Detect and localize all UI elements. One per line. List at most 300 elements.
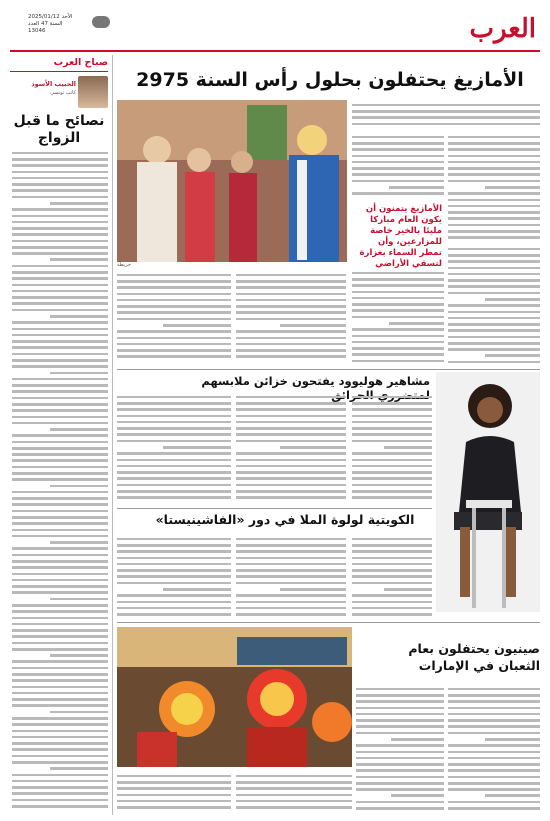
- lead-headline: الأمازيغ يحتفلون بحلول رأس السنة 2975: [136, 69, 524, 91]
- body-text-line: [352, 347, 444, 350]
- body-text-line: [352, 167, 444, 170]
- story2-headline: مشاهير هوليوود يفتحون خزائن ملابسهم: [201, 374, 430, 388]
- body-text-line: [12, 246, 108, 249]
- body-text-line: [485, 298, 540, 301]
- body-text-line: [356, 713, 444, 716]
- body-text-line: [448, 161, 540, 164]
- body-text-line: [50, 598, 108, 601]
- body-text-line: [117, 343, 231, 346]
- body-text-line: [352, 427, 432, 430]
- body-text-line: [12, 302, 108, 305]
- body-text-line: [352, 123, 540, 126]
- body-text-line: [236, 330, 346, 333]
- body-text-line: [448, 769, 540, 772]
- body-text-line: [12, 535, 108, 538]
- body-text-line: [352, 341, 444, 344]
- body-text-line: [12, 189, 108, 192]
- body-text-line: [236, 544, 346, 547]
- body-text-line: [50, 258, 108, 261]
- body-text-line: [448, 136, 540, 139]
- body-text-line: [12, 321, 108, 324]
- body-text-line: [356, 732, 444, 735]
- body-text-line: [12, 755, 108, 758]
- body-text-line: [356, 776, 444, 779]
- body-text-line: [12, 748, 108, 751]
- body-text-line: [117, 582, 231, 585]
- body-text-line: [236, 343, 346, 346]
- body-text-line: [352, 136, 444, 139]
- body-text-line: [236, 490, 346, 493]
- body-text-line: [12, 730, 108, 733]
- body-text-line: [12, 397, 108, 400]
- body-text-line: [236, 787, 352, 790]
- body-text-line: [12, 434, 108, 437]
- body-text-line: [117, 318, 231, 321]
- body-text-line: [352, 278, 444, 281]
- body-text-line: [389, 322, 444, 325]
- body-text-line: [117, 601, 231, 604]
- body-text-line: [448, 155, 540, 158]
- body-text-line: [236, 305, 346, 308]
- body-text-line: [236, 274, 346, 277]
- body-text-line: [117, 330, 231, 333]
- body-text-line: [236, 396, 346, 399]
- lead-intro-text: [352, 100, 540, 128]
- body-text-line: [12, 277, 108, 280]
- body-text-line: [236, 477, 346, 480]
- body-text-line: [50, 767, 108, 770]
- body-text-line: [12, 265, 108, 268]
- body-text-line: [117, 433, 231, 436]
- body-text-line: [236, 421, 346, 424]
- body-text-line: [352, 582, 432, 585]
- body-text-line: [352, 272, 444, 275]
- body-text-line: [12, 516, 108, 519]
- body-text-line: [236, 459, 346, 462]
- body-text-line: [236, 471, 346, 474]
- body-text-line: [448, 273, 540, 276]
- body-text-line: [117, 293, 231, 296]
- body-text-line: [12, 673, 108, 676]
- body-text-line: [117, 538, 231, 541]
- body-text-line: [236, 594, 346, 597]
- body-text-line: [12, 359, 108, 362]
- masthead-logo: العرب: [469, 14, 536, 44]
- body-text-line: [356, 719, 444, 722]
- column-headline: نصائح ما قبل الزواج: [13, 113, 105, 146]
- body-text-line: [352, 433, 432, 436]
- body-text-line: [448, 192, 540, 195]
- body-text-line: [50, 202, 108, 205]
- body-text-line: [236, 440, 346, 443]
- body-text-line: [352, 563, 432, 566]
- body-text-line: [12, 648, 108, 651]
- body-text-line: [448, 279, 540, 282]
- body-text-line: [12, 566, 108, 569]
- body-text-line: [117, 794, 231, 797]
- story3-headline: الكويتية لولوة الملا في دور «الفاشينيستا»: [155, 512, 415, 527]
- body-text-line: [50, 485, 108, 488]
- body-text-line: [236, 452, 346, 455]
- body-text-line: [12, 472, 108, 475]
- body-text-line: [117, 427, 231, 430]
- body-text-line: [352, 421, 432, 424]
- body-text-line: [236, 575, 346, 578]
- section-divider-3: [117, 622, 540, 623]
- body-text-line: [448, 361, 540, 364]
- body-text-line: [352, 104, 540, 107]
- body-text-line: [50, 654, 108, 657]
- body-text-line: [12, 164, 108, 167]
- body-text-line: [12, 227, 108, 230]
- body-text-line: [236, 582, 346, 585]
- body-text-line: [117, 471, 231, 474]
- body-text-line: [117, 787, 231, 790]
- body-text-line: [117, 465, 231, 468]
- body-text-line: [236, 280, 346, 283]
- body-text-line: [12, 390, 108, 393]
- story4-col1: [448, 684, 540, 812]
- story4-col2: [356, 684, 444, 812]
- body-text-line: [448, 694, 540, 697]
- story2-col2: [236, 392, 346, 504]
- masthead-issue-info: [28, 14, 98, 35]
- body-text-line: [50, 428, 108, 431]
- body-text-line: [12, 252, 108, 255]
- body-text-line: [448, 719, 540, 722]
- body-text-line: [12, 240, 108, 243]
- body-text-line: [236, 337, 346, 340]
- body-text-line: [236, 349, 346, 352]
- body-text-line: [12, 284, 108, 287]
- author-name: الحبيب الأسود: [31, 80, 76, 88]
- body-text-line: [448, 317, 540, 320]
- body-text-line: [12, 453, 108, 456]
- body-text-line: [352, 408, 432, 411]
- author-avatar: [78, 76, 108, 108]
- body-text-line: [448, 688, 540, 691]
- body-text-line: [448, 700, 540, 703]
- body-text-line: [448, 224, 540, 227]
- section-divider-1: [117, 369, 540, 370]
- story3-col2: [236, 534, 346, 618]
- body-text-line: [12, 177, 108, 180]
- body-text-line: [12, 459, 108, 462]
- body-text-line: [12, 466, 108, 469]
- body-text-line: [280, 588, 346, 591]
- body-text-line: [50, 711, 108, 714]
- body-text-line: [352, 148, 444, 151]
- body-text-line: [352, 402, 432, 405]
- body-text-line: [352, 440, 432, 443]
- body-text-line: [117, 349, 231, 352]
- body-text-line: [356, 782, 444, 785]
- body-text-line: [12, 591, 108, 594]
- body-text-line: [236, 415, 346, 418]
- body-text-line: [356, 801, 444, 804]
- body-text-line: [280, 446, 346, 449]
- body-text-line: [448, 725, 540, 728]
- body-text-line: [448, 744, 540, 747]
- column-title-rule: [10, 71, 108, 72]
- body-text-line: [236, 607, 346, 610]
- body-text-line: [236, 550, 346, 553]
- body-text-line: [352, 116, 540, 119]
- body-text-line: [12, 774, 108, 777]
- body-text-line: [12, 334, 108, 337]
- body-text-line: [448, 336, 540, 339]
- body-text-line: [236, 286, 346, 289]
- body-text-line: [352, 161, 444, 164]
- body-text-line: [384, 446, 432, 449]
- column-section-title: صباح العرب: [53, 57, 108, 68]
- body-text-line: [448, 199, 540, 202]
- body-text-line: [448, 148, 540, 151]
- body-text-line: [12, 441, 108, 444]
- body-text-line: [117, 452, 231, 455]
- body-text-line: [352, 297, 444, 300]
- body-text-line: [12, 497, 108, 500]
- body-text-line: [117, 484, 231, 487]
- body-text-line: [448, 801, 540, 804]
- body-text-line: [352, 360, 444, 363]
- body-text-line: [12, 679, 108, 682]
- body-text-line: [12, 698, 108, 701]
- body-text-line: [12, 158, 108, 161]
- body-text-line: [236, 781, 352, 784]
- body-text-line: [12, 529, 108, 532]
- body-text-line: [356, 744, 444, 747]
- body-text-line: [448, 248, 540, 251]
- body-text-line: [352, 465, 432, 468]
- body-text-line: [356, 788, 444, 791]
- body-text-line: [50, 372, 108, 375]
- lead-body-col1: [448, 132, 540, 240]
- body-text-line: [352, 477, 432, 480]
- body-text-line: [12, 378, 108, 381]
- body-text-line: [352, 569, 432, 572]
- body-text-line: [356, 725, 444, 728]
- body-text-line: [352, 284, 444, 287]
- body-text-line: [352, 328, 444, 331]
- story4-headline: صينيون يحتفلون بعام الثعبان في الإمارات: [408, 641, 540, 673]
- body-text-line: [352, 335, 444, 338]
- body-text-line: [117, 557, 231, 560]
- body-text-line: [12, 667, 108, 670]
- story4-col4: [117, 771, 231, 813]
- body-text-line: [12, 761, 108, 764]
- body-text-line: [117, 299, 231, 302]
- body-text-line: [356, 807, 444, 810]
- body-text-line: [352, 538, 432, 541]
- body-text-line: [356, 694, 444, 697]
- story3-col1: [352, 534, 432, 618]
- body-text-line: [12, 610, 108, 613]
- lead-body-col5: [236, 270, 346, 364]
- body-text-line: [391, 794, 444, 797]
- body-text-line: [117, 594, 231, 597]
- body-text-line: [12, 786, 108, 789]
- body-text-line: [352, 173, 444, 176]
- body-text-line: [448, 211, 540, 214]
- body-text-line: [12, 717, 108, 720]
- body-text-line: [352, 142, 444, 145]
- body-text-line: [50, 541, 108, 544]
- body-text-line: [236, 496, 346, 499]
- body-text-line: [448, 323, 540, 326]
- body-text-line: [117, 607, 231, 610]
- body-text-line: [12, 560, 108, 563]
- body-text-line: [352, 550, 432, 553]
- body-text-line: [117, 311, 231, 314]
- body-text-line: [12, 805, 108, 808]
- body-text-line: [356, 769, 444, 772]
- body-text-line: [448, 217, 540, 220]
- body-text-line: [12, 547, 108, 550]
- body-text-line: [12, 309, 108, 312]
- body-text-line: [352, 353, 444, 356]
- body-text-line: [117, 305, 231, 308]
- body-text-line: [117, 575, 231, 578]
- body-text-line: [448, 763, 540, 766]
- body-text-line: [352, 484, 432, 487]
- body-text-line: [485, 794, 540, 797]
- lead-body-col6: [117, 270, 231, 364]
- story2-col3: [117, 392, 231, 504]
- body-text-line: [448, 732, 540, 735]
- body-text-line: [12, 290, 108, 293]
- body-text-line: [448, 173, 540, 176]
- body-text-line: [12, 447, 108, 450]
- story4-col3: [236, 771, 352, 813]
- body-text-line: [117, 402, 231, 405]
- body-text-line: [236, 613, 346, 616]
- body-text-line: [12, 171, 108, 174]
- body-text-line: [352, 452, 432, 455]
- body-text-line: [448, 342, 540, 345]
- body-text-line: [384, 588, 432, 591]
- lead-body-col2: [352, 132, 444, 200]
- body-text-line: [236, 318, 346, 321]
- body-text-line: [448, 788, 540, 791]
- body-text-line: [117, 496, 231, 499]
- body-text-line: [12, 208, 108, 211]
- body-text-line: [448, 776, 540, 779]
- body-text-line: [236, 408, 346, 411]
- body-text-line: [236, 465, 346, 468]
- body-text-line: [163, 588, 231, 591]
- body-text-line: [448, 713, 540, 716]
- body-text-line: [352, 544, 432, 547]
- body-text-line: [352, 607, 432, 610]
- body-text-line: [117, 274, 231, 277]
- body-text-line: [236, 293, 346, 296]
- body-text-line: [352, 601, 432, 604]
- story2-col1: [352, 392, 432, 504]
- body-text-line: [12, 422, 108, 425]
- body-text-line: [352, 594, 432, 597]
- body-text-line: [117, 337, 231, 340]
- body-text-line: [12, 723, 108, 726]
- body-text-line: [448, 751, 540, 754]
- body-text-line: [356, 688, 444, 691]
- body-text-line: [448, 311, 540, 314]
- masthead-rule: [10, 50, 540, 52]
- body-text-line: [448, 142, 540, 145]
- body-text-line: [356, 751, 444, 754]
- body-text-line: [50, 315, 108, 318]
- body-text-line: [12, 554, 108, 557]
- body-text-line: [356, 707, 444, 710]
- body-text-line: [117, 421, 231, 424]
- body-text-line: [236, 311, 346, 314]
- story2-photo: [436, 372, 540, 612]
- body-text-line: [117, 280, 231, 283]
- body-text-line: [448, 167, 540, 170]
- body-text-line: [12, 365, 108, 368]
- body-text-line: [352, 291, 444, 294]
- body-text-line: [12, 686, 108, 689]
- body-text-line: [12, 742, 108, 745]
- body-text-line: [236, 800, 352, 803]
- body-text-line: [117, 440, 231, 443]
- body-text-line: [352, 471, 432, 474]
- issue-date: الأحد 2025/01/12: [28, 14, 73, 20]
- body-text-line: [236, 427, 346, 430]
- body-text-line: [12, 642, 108, 645]
- body-text-line: [12, 522, 108, 525]
- section-divider-2: [117, 508, 432, 509]
- body-text-line: [117, 408, 231, 411]
- body-text-line: [12, 152, 108, 155]
- body-text-line: [448, 285, 540, 288]
- body-text-line: [117, 396, 231, 399]
- body-text-line: [12, 183, 108, 186]
- body-text-line: [117, 775, 231, 778]
- body-text-line: [352, 613, 432, 616]
- body-text-line: [12, 296, 108, 299]
- body-text-line: [236, 433, 346, 436]
- body-text-line: [117, 477, 231, 480]
- body-text-line: [163, 446, 231, 449]
- body-text-line: [236, 484, 346, 487]
- body-text-line: [448, 348, 540, 351]
- body-text-line: [12, 792, 108, 795]
- body-text-line: [12, 346, 108, 349]
- body-text-line: [448, 782, 540, 785]
- issue-number: 13046: [28, 28, 46, 34]
- lead-photo-credit: خريطة: [117, 262, 132, 268]
- body-text-line: [448, 254, 540, 257]
- issue-year: السنة 47 العدد: [28, 21, 63, 27]
- body-text-line: [117, 806, 231, 809]
- body-text-line: [485, 354, 540, 357]
- body-text-line: [236, 775, 352, 778]
- body-text-line: [448, 180, 540, 183]
- story4-photo: [117, 627, 352, 767]
- body-text-line: [12, 384, 108, 387]
- body-text-line: [12, 221, 108, 224]
- body-text-line: [117, 563, 231, 566]
- author-role: كاتب تونسي: [50, 90, 76, 96]
- body-text-line: [12, 617, 108, 620]
- body-text-line: [448, 757, 540, 760]
- body-text-line: [12, 403, 108, 406]
- body-text-line: [12, 635, 108, 638]
- body-text-line: [117, 569, 231, 572]
- body-text-line: [448, 236, 540, 239]
- body-text-line: [12, 416, 108, 419]
